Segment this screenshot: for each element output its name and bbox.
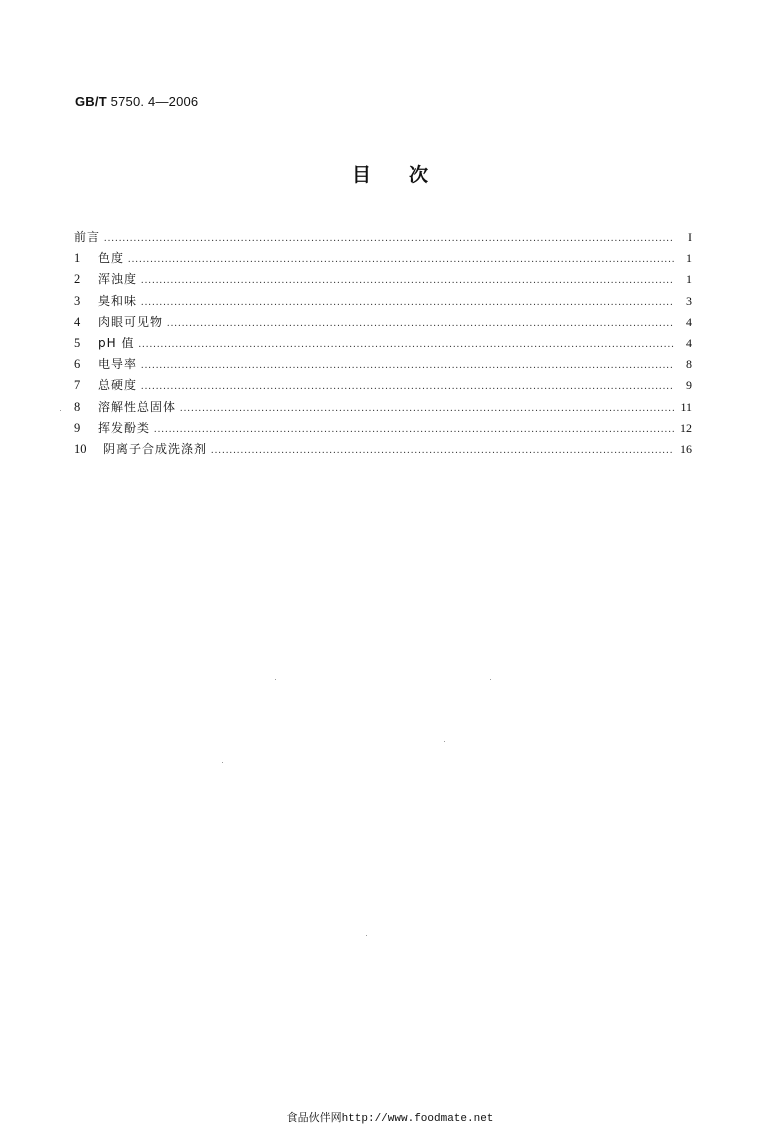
toc-leader-dots [154, 419, 674, 440]
toc-leader-dots [128, 249, 674, 270]
scan-speck [60, 410, 61, 411]
toc-entry-number: 4 [74, 314, 81, 329]
toc-entry-label: 挥发酚类 [98, 420, 151, 435]
standard-code [75, 94, 198, 109]
toc-entry-label: 肉眼可见物 [98, 314, 164, 329]
toc-entry-number: 10 [74, 441, 87, 456]
toc-entry-9[interactable] [74, 418, 692, 439]
toc-entry-6[interactable] [74, 354, 692, 375]
toc-entry-page: 8 [686, 357, 692, 372]
toc-entry-page: I [688, 230, 692, 244]
toc-leader-dots [211, 440, 674, 461]
toc-entry-1[interactable] [74, 248, 692, 269]
toc-leader-dots [141, 355, 674, 376]
toc-entry-page: 4 [686, 335, 692, 350]
toc-entry-page: 1 [686, 251, 692, 266]
page-footer [0, 1109, 780, 1125]
toc-entry-5[interactable] [74, 333, 692, 354]
toc-entry-page: 9 [686, 378, 692, 393]
toc-entry-4[interactable] [74, 312, 692, 333]
toc-entry-number: 2 [74, 272, 81, 287]
toc-leader-dots [141, 270, 674, 291]
toc-entry-page: 16 [680, 441, 692, 456]
toc-leader-dots [141, 376, 674, 397]
toc-leader-dots [141, 292, 674, 313]
scan-speck [275, 679, 276, 680]
scan-speck [490, 679, 491, 680]
toc-entry-page: 4 [686, 314, 692, 329]
toc-entry-number: 7 [74, 378, 81, 393]
toc-entry-page: 1 [686, 272, 692, 287]
standard-code-prefix: GB/T [75, 94, 107, 109]
toc-entry-label: 阴离子合成洗涤剂 [103, 441, 208, 456]
scan-speck [222, 762, 223, 763]
toc-entry-7[interactable] [74, 375, 692, 396]
toc-entry-page: 3 [686, 293, 692, 308]
toc-entry-8[interactable] [74, 397, 692, 418]
scan-speck [366, 935, 367, 936]
page-title: 目次 [351, 164, 466, 186]
toc-entry-label: 色度 [98, 251, 125, 266]
standard-code-number: 5750. 4—2006 [106, 94, 199, 109]
toc-entry-label: 溶解性总固体 [98, 399, 177, 414]
footer-url-link[interactable]: http://www.foodmate.net [341, 1113, 494, 1125]
toc-entry-10[interactable] [74, 439, 692, 460]
toc-entry-page: 12 [680, 420, 692, 435]
toc-entry-2[interactable] [74, 269, 692, 290]
toc-entry-number: 1 [74, 251, 81, 266]
table-of-contents [74, 227, 692, 460]
toc-entry-number: 6 [74, 357, 81, 372]
toc-entry-label: 前言 [74, 230, 101, 244]
toc-entry-label: 电导率 [98, 357, 138, 372]
toc-entry-number: 8 [74, 399, 81, 414]
toc-leader-dots [167, 313, 674, 334]
toc-entry-page: 11 [680, 399, 692, 414]
scan-speck [444, 741, 445, 742]
toc-leader-dots [180, 398, 674, 419]
footer-site-name: 食品伙伴网 [286, 1111, 342, 1124]
toc-entry-preface[interactable] [74, 227, 692, 248]
toc-entry-label: pH 值 [98, 335, 135, 350]
toc-entry-label: 总硬度 [98, 378, 138, 393]
toc-entry-label: 浑浊度 [98, 272, 138, 287]
toc-entry-3[interactable] [74, 291, 692, 312]
toc-entry-number: 3 [74, 293, 81, 308]
toc-entry-number: 9 [74, 420, 81, 435]
toc-leader-dots [138, 334, 674, 355]
toc-leader-dots [104, 228, 674, 249]
toc-entry-number: 5 [74, 335, 81, 350]
toc-entry-label: 臭和味 [98, 293, 138, 308]
